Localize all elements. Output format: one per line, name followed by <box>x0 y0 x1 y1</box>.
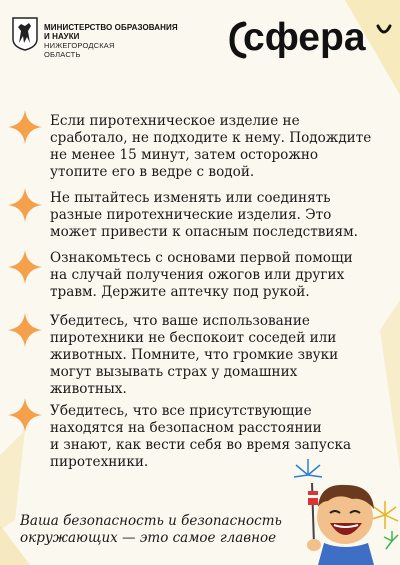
item-1-line-1: Если пиротехническое изделие не <box>50 113 300 129</box>
footer-line-1: Ваша безопасность и безопасность <box>20 513 282 529</box>
item-3-line-1: Ознакомьтесь с основами первой помощи <box>50 250 353 266</box>
region-line2: ОБЛАСТЬ <box>44 50 81 59</box>
ministry-line1: МИНИСТЕРСТВО ОБРАЗОВАНИЯ <box>44 23 178 32</box>
star-icon <box>8 110 42 144</box>
ministry-name <box>44 23 178 59</box>
item-2-line-3: может привести к опасным последствиям. <box>50 224 358 240</box>
item-4-line-1: Убедитесь, что ваше использование <box>50 313 310 329</box>
kid-with-sparkler-illustration <box>290 455 400 565</box>
item-1-line-2: сработало, не подходите к нему. Подождите <box>50 130 372 146</box>
logo-smile-icon <box>376 22 392 40</box>
star-icon <box>8 250 42 284</box>
item-5-line-2: находятся на безопасном расстоянии <box>50 420 322 436</box>
item-5-line-4: пиротехники. <box>50 454 149 470</box>
item-1-line-4: утопите его в ведре с водой. <box>50 164 255 180</box>
item-3-line-3: травм. Держите аптечку под рукой. <box>50 284 310 300</box>
star-icon <box>8 398 42 432</box>
item-2-line-1: Не пытайтесь изменять или соединять <box>50 190 331 206</box>
item-5-line-3: и знают, как вести себя во время запуска <box>50 437 352 453</box>
ministry-line2: И НАУКИ <box>44 32 80 41</box>
item-5-line-1: Убедитесь, что все присутствующие <box>50 403 312 419</box>
item-4-line-5: животных. <box>50 381 127 397</box>
brand-name: сфера <box>243 16 366 59</box>
footer-slogan <box>20 513 282 547</box>
ministry-emblem <box>12 17 38 51</box>
item-4-line-4: могут вызывать страх у домашних <box>50 364 298 380</box>
item-2-line-2: разные пиротехнические изделия. Это <box>50 207 332 223</box>
item-1-line-3: не менее 15 минут, затем осторожно <box>50 147 319 163</box>
footer-line-2: окружающих — это самое главное <box>20 530 277 546</box>
item-4-line-3: животных. Помните, что громкие звуки <box>50 347 339 363</box>
star-icon <box>8 188 42 222</box>
item-4-line-2: пиротехники не беспокоит соседей или <box>50 330 337 346</box>
item-3-line-2: на случай получения ожогов или других <box>50 267 345 283</box>
star-icon <box>8 313 42 347</box>
region-line1: НИЖЕГОРОДСКАЯ <box>44 41 115 50</box>
